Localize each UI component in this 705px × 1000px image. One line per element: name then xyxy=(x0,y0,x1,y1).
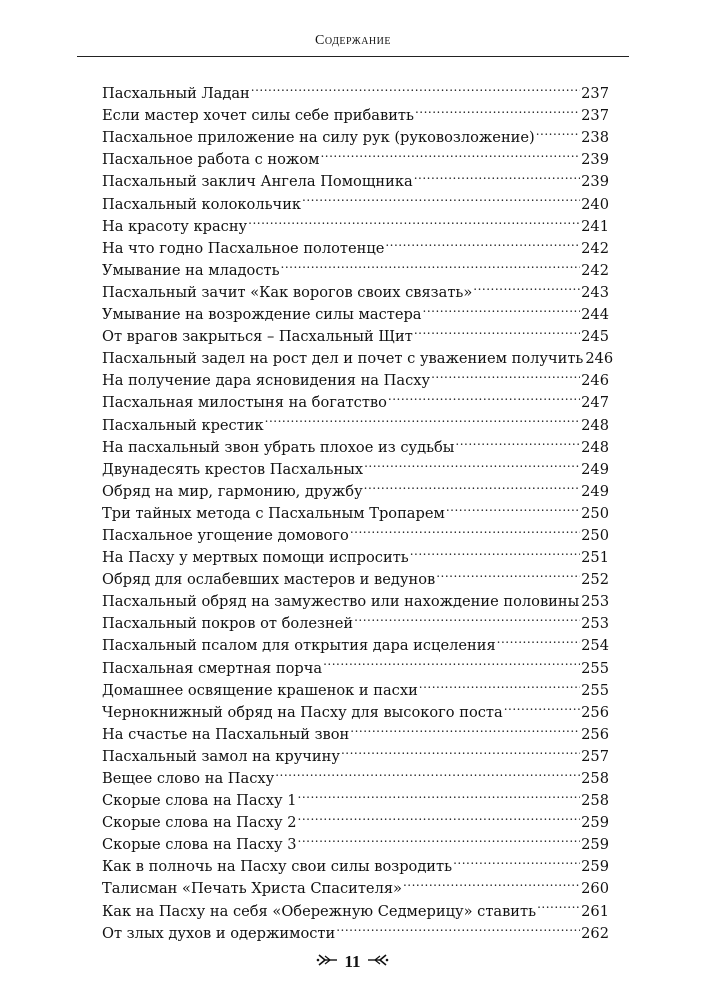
toc-entry-title: Обряд на мир, гармонию, дружбу xyxy=(102,482,363,500)
toc-entry-page: 259 xyxy=(581,858,609,876)
toc-entry-page: 249 xyxy=(581,460,609,478)
toc-entry-title: Скорые слова на Пасху 1 xyxy=(102,792,297,810)
toc-entry-page: 257 xyxy=(581,747,609,765)
toc-dot-leader xyxy=(388,385,580,407)
toc-entry-page: 238 xyxy=(581,129,609,147)
toc-entry-title: Если мастер хочет силы себе прибавить xyxy=(102,107,414,125)
toc-dot-leader xyxy=(431,363,580,385)
toc-entry-page: 243 xyxy=(581,283,609,301)
toc-entry-title: Умывание на возрождение силы мастера xyxy=(102,306,422,324)
toc-entry-page: 244 xyxy=(581,306,609,324)
toc-entry-page: 250 xyxy=(581,504,609,522)
toc-entry-title: Скорые слова на Пасху 3 xyxy=(102,836,297,854)
toc-entry-page: 256 xyxy=(581,725,609,743)
running-header: Содержание xyxy=(315,33,391,48)
toc-dot-leader xyxy=(248,209,580,231)
toc-dot-leader xyxy=(364,452,580,474)
toc-entry-title: Домашнее освящение крашенок и пасхи xyxy=(102,681,418,699)
toc-dot-leader xyxy=(497,628,580,650)
toc-dot-leader xyxy=(410,540,580,562)
toc-entry-page: 252 xyxy=(581,571,609,589)
toc-entry-page: 259 xyxy=(581,836,609,854)
toc-dot-leader xyxy=(446,496,580,518)
toc-entry-title: Обряд для ослабевших мастеров и ведунов xyxy=(102,571,436,589)
toc-entry-page: 259 xyxy=(581,814,609,832)
toc-entry-title: Как на Пасху на себя «Обережную Седмерицу» ставить xyxy=(102,902,537,920)
toc-entry-title: Как в полночь на Пасху свои силы возродить xyxy=(102,858,453,876)
page-footer xyxy=(0,951,705,972)
toc-entry-page: 247 xyxy=(581,394,609,412)
toc-entry-title: Пасхальный покров от болезней xyxy=(102,615,354,633)
toc-dot-leader xyxy=(536,120,580,142)
toc-entry-page: 261 xyxy=(581,902,609,920)
toc-dot-leader xyxy=(265,407,580,429)
toc-dot-leader xyxy=(302,186,580,208)
table-of-contents xyxy=(102,76,614,942)
toc-dot-leader xyxy=(385,231,580,253)
toc-entry-title: Пасхальный заклич Ангела Помощника xyxy=(102,173,413,191)
toc-entry-page: 258 xyxy=(581,792,609,810)
toc-entry-title: От злых духов и одержимости xyxy=(102,924,336,942)
toc-entry-title: Пасхальный задел на рост дел и почет с уважением получить xyxy=(102,350,584,368)
toc-entry-title: Талисман «Печать Христа Спасителя» xyxy=(102,880,402,898)
toc-dot-leader xyxy=(453,849,580,871)
toc-dot-leader xyxy=(251,76,580,98)
ornament-right-icon xyxy=(367,952,389,972)
toc-dot-leader xyxy=(298,827,581,849)
toc-dot-leader xyxy=(364,474,580,496)
toc-entry-title: На Пасху у мертвых помощи испросить xyxy=(102,549,409,567)
toc-entry-page: 249 xyxy=(581,482,609,500)
toc-entry-page: 246 xyxy=(581,372,609,390)
header-rule xyxy=(77,56,629,57)
ornament-left-icon xyxy=(316,952,338,972)
toc-entry-page: 237 xyxy=(581,85,609,103)
toc-dot-leader xyxy=(504,695,580,717)
toc-entry-page: 239 xyxy=(581,151,609,169)
toc-dot-leader xyxy=(537,893,580,915)
toc-entry-title: Пасхальная смертная порча xyxy=(102,659,323,677)
toc-entry-title: Пасхальный зачит «Как ворогов своих связать» xyxy=(102,283,473,301)
toc-entry-page: 240 xyxy=(581,195,609,213)
toc-entry-page: 242 xyxy=(581,239,609,257)
toc-entry-title: Пасхальный Ладан xyxy=(102,85,250,103)
page-number: 11 xyxy=(344,952,361,972)
toc-entry-title: Три тайных метода с Пасхальным Тропарем xyxy=(102,504,445,522)
toc-entry-page: 248 xyxy=(581,416,609,434)
toc-dot-leader xyxy=(403,871,580,893)
toc-entry-page: 253 xyxy=(581,615,609,633)
toc-dot-leader xyxy=(281,253,581,275)
toc-entry-page: 239 xyxy=(581,173,609,191)
toc-entry-page: 255 xyxy=(581,659,609,677)
toc-entry-title: На получение дара ясновидения на Пасху xyxy=(102,372,431,390)
toc-entry-page: 246 xyxy=(585,350,614,368)
toc-entry-title: Пасхальная милостыня на богатство xyxy=(102,394,387,412)
toc-entry-title: Пасхальное приложение на силу рук (руковозложение) xyxy=(102,129,535,147)
toc-dot-leader xyxy=(354,606,580,628)
toc-entry-page: 258 xyxy=(581,770,609,787)
toc-entry-page: 241 xyxy=(581,217,609,235)
toc-entry-page: 250 xyxy=(581,526,609,544)
toc-entry-title: Пасхальное угощение домового xyxy=(102,526,349,544)
toc-dot-leader xyxy=(455,430,580,452)
toc-entry-title: Пасхальный замол на кручину xyxy=(102,747,340,765)
toc-entry-page: 251 xyxy=(581,549,609,567)
toc-entry-title: От врагов закрыться – Пасхальный Щит xyxy=(102,328,413,346)
toc-entry-page: 260 xyxy=(581,880,609,898)
toc-dot-leader xyxy=(415,98,580,120)
toc-entry-page: 242 xyxy=(581,261,609,279)
toc-entry-title: На красоту красну xyxy=(102,217,248,235)
toc-dot-leader xyxy=(298,805,581,827)
toc-entry-title: Скорые слова на Пасху 2 xyxy=(102,814,297,832)
toc-entry-title: Пасхальный обряд на замужество или нахождение половины xyxy=(102,593,580,611)
toc-entry-page: 237 xyxy=(581,107,609,125)
toc-entry-page: 254 xyxy=(581,637,609,655)
toc-entry-page: 262 xyxy=(581,924,609,942)
toc-entry-page: 253 xyxy=(581,593,610,611)
toc-dot-leader xyxy=(341,739,580,761)
toc-entry-title: Пасхальный колокольчик xyxy=(102,195,302,213)
toc-dot-leader xyxy=(350,518,580,540)
toc-entry-title: Умывание на младость xyxy=(102,261,280,279)
toc-dot-leader xyxy=(414,164,580,186)
toc-entry-title: На счастье на Пасхальный звон xyxy=(102,725,350,743)
toc-entry-title: Пасхальный псалом для открытия дара исцеления xyxy=(102,637,496,655)
toc-dot-leader xyxy=(414,319,580,341)
toc-dot-leader xyxy=(423,297,581,319)
toc-dot-leader xyxy=(436,562,580,584)
toc-dot-leader xyxy=(320,142,580,164)
toc-entry-title: Пасхальный крестик xyxy=(102,416,264,434)
toc-entry-title: На что годно Пасхальное полотенце xyxy=(102,239,385,257)
toc-entry-page: 245 xyxy=(581,328,609,346)
toc-dot-leader xyxy=(419,673,580,695)
toc-entry xyxy=(102,76,609,103)
toc-dot-leader xyxy=(298,783,581,805)
toc-entry-page: 256 xyxy=(581,703,609,721)
toc-entry-title: Вещее слово на Пасху xyxy=(102,770,275,787)
toc-entry-title: Чернокнижный обряд на Пасху для высокого поста xyxy=(102,703,503,721)
toc-dot-leader xyxy=(473,275,580,297)
toc-dot-leader xyxy=(275,761,580,783)
toc-dot-leader xyxy=(336,916,580,938)
toc-entry-title: Пасхальное работа с ножом xyxy=(102,151,320,169)
toc-entry-title: На пасхальный звон убрать плохое из судьбы xyxy=(102,438,455,456)
toc-entry-page: 255 xyxy=(581,681,609,699)
toc-entry-title: Двунадесять крестов Пасхальных xyxy=(102,460,364,478)
toc-dot-leader xyxy=(323,650,580,672)
toc-dot-leader xyxy=(350,717,580,739)
toc-entry-page: 248 xyxy=(581,438,609,456)
